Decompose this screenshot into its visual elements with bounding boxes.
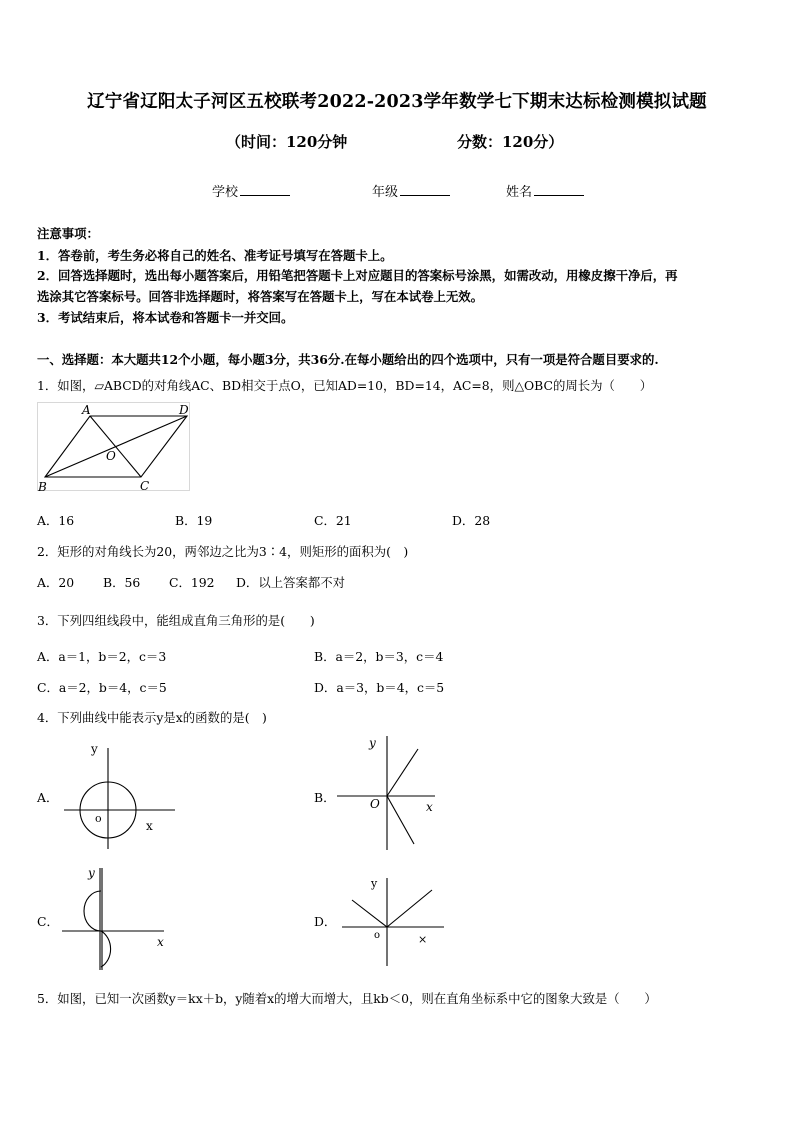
note-item: 3．考试结束后，将本试卷和答题卡一并交回。 (37, 310, 294, 325)
page-title: 辽宁省辽阳太子河区五校联考2022-2023学年数学七下期末达标检测模拟试题 (87, 92, 707, 112)
school-label: 学校 (212, 185, 239, 200)
section-heading: 一、选择题：本大题共12个小题，每小题3分，共36分.在每小题给出的四个选项中，只有一项是符合题目要求的. (37, 352, 659, 367)
q3-option-d: D．a＝3，b＝4，c＝5 (314, 680, 445, 695)
vertex-d-label: D (179, 403, 189, 417)
question-1: 1．如图，▱ABCD的对角线AC、BD相交于点O，已知AD=10，BD=14，AC=8，则△OBC的周长为（ ） (37, 378, 653, 393)
graph-c-semicircles (60, 862, 172, 972)
q1-option-c: C．21 (314, 513, 352, 528)
graph-d-x-label: × (418, 933, 428, 946)
grade-field (372, 181, 450, 200)
center-o-label: O (106, 449, 116, 463)
vertex-a-label: A (82, 403, 91, 417)
name-field (506, 181, 584, 200)
q1-option-a: A．16 (37, 513, 75, 528)
q2-option-a: A．20 (37, 575, 75, 590)
q3-option-a: A．a＝1，b＝2，c＝3 (37, 649, 167, 664)
school-blank (240, 183, 290, 196)
q4-option-a-label: A． (37, 790, 59, 805)
graph-b-x-label: x (426, 800, 433, 814)
q2-option-d: D．以上答案都不对 (236, 575, 346, 590)
q4-option-b-label: B． (314, 790, 336, 805)
question-5: 5．如图，已知一次函数y＝kx＋b，y随着x的增大而增大，且kb＜0，则在直角坐标系中它的图象大致是（ ） (37, 991, 657, 1006)
q4-option-d-label: D． (314, 914, 337, 929)
graph-b-y-label: y (369, 736, 376, 750)
school-field (212, 181, 290, 200)
q3-option-c: C．a＝2，b＝4，c＝5 (37, 680, 167, 695)
exam-score: 分数：120分） (457, 133, 564, 151)
name-label: 姓名 (506, 185, 533, 200)
graph-d-y-label: y (371, 877, 378, 890)
graph-c-y-label: y (88, 866, 95, 880)
notes-heading: 注意事项： (37, 226, 99, 241)
note-item: 1．答卷前，考生务必将自己的姓名、准考证号填写在答题卡上。 (37, 248, 393, 263)
name-blank (534, 183, 584, 196)
q2-option-b: B．56 (103, 575, 141, 590)
graph-a-x-label: x (146, 819, 153, 833)
question-3: 3．下列四组线段中，能组成直角三角形的是( ) (37, 613, 315, 628)
grade-blank (400, 183, 450, 196)
q3-option-b: B．a＝2，b＝3，c＝4 (314, 649, 444, 664)
graph-a-circle (60, 738, 180, 850)
vertex-c-label: C (140, 479, 150, 493)
graph-d-origin-label: o (374, 930, 381, 941)
q1-option-b: B．19 (175, 513, 213, 528)
graph-b-origin-label: O (370, 797, 380, 811)
graph-b-v-shape (335, 730, 445, 852)
note-item: 2．回答选择题时，选出每小题答案后，用铅笔把答题卡上对应题目的答案标号涂黑，如需改动，用橡皮擦干净后，再 (37, 268, 678, 283)
question-4: 4．下列曲线中能表示y是x的函数的是( ) (37, 710, 267, 725)
graph-c-x-label: x (157, 935, 164, 949)
vertex-b-label: B (38, 480, 47, 494)
question-2: 2．矩形的对角线长为20，两邻边之比为3∶4，则矩形的面积为( ) (37, 544, 409, 559)
note-item: 选涂其它答案标号。回答非选择题时，将答案写在答题卡上，写在本试卷上无效。 (37, 289, 484, 304)
q4-option-c-label: C． (37, 914, 59, 929)
parallelogram-figure (37, 402, 195, 496)
q1-option-d: D．28 (452, 513, 491, 528)
graph-a-origin-label: o (95, 812, 102, 825)
q2-option-c: C．192 (169, 575, 215, 590)
graph-a-y-label: y (91, 742, 98, 756)
grade-label: 年级 (372, 185, 399, 200)
exam-time: （时间：120分钟 (226, 133, 348, 151)
graph-d-v-shape (340, 872, 446, 968)
